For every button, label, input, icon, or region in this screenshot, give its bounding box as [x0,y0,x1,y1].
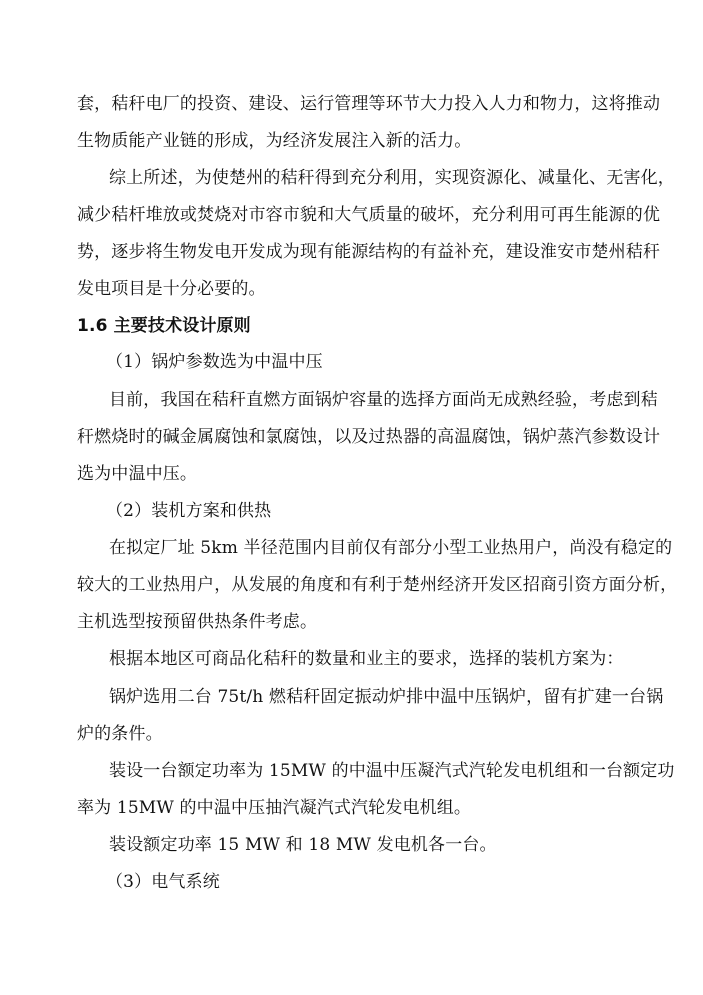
paragraph-line: 生物质能产业链的形成，为经济发展注入新的活力。 [77,131,472,151]
paragraph-line: 发电项目是十分必要的。 [77,279,266,299]
paragraph-line: 锅炉选用二台 75t/h 燃秸秆固定振动炉排中温中压锅炉，留有扩建一台锅 [109,687,664,707]
subsection-heading: （1）锅炉参数选为中温中压 [106,352,323,372]
paragraph-line: 套，秸秆电厂的投资、建设、运行管理等环节大力投入人力和物力，这将推动 [77,94,661,114]
section-heading: 1.6 主要技术设计原则 [77,316,251,336]
paragraph-line: 在拟定厂址 5km 半径范围内目前仅有部分小型工业热用户，尚没有稳定的 [109,538,673,558]
paragraph-line: 目前，我国在秸秆直燃方面锅炉容量的选择方面尚无成熟经验，考虑到秸 [109,390,658,410]
paragraph-line: 装设额定功率 15 MW 和 18 MW 发电机各一台。 [109,835,497,855]
paragraph-line: 炉的条件。 [77,724,163,744]
subsection-heading: （3）电气系统 [106,872,220,892]
paragraph-line: 主机选型按预留供热条件考虑。 [77,612,318,632]
paragraph-line: 势，逐步将生物发电开发成为现有能源结构的有益补充，建设淮安市楚州秸秆 [77,242,661,262]
paragraph-line: 较大的工业热用户，从发展的角度和有利于楚州经济开发区招商引资方面分析， [77,575,678,595]
paragraph-line: 装设一台额定功率为 15MW 的中温中压凝汽式汽轮发电机组和一台额定功 [109,761,675,781]
subsection-heading: （2）装机方案和供热 [106,501,272,521]
paragraph-line: 减少秸杆堆放或焚烧对市容市貌和大气质量的破坏，充分利用可再生能源的优 [77,205,661,225]
paragraph-line: 选为中温中压。 [77,464,198,484]
paragraph-line: 根据本地区可商品化秸秆的数量和业主的要求，选择的装机方案为： [109,649,624,669]
paragraph-line: 综上所述，为使楚州的秸秆得到充分利用，实现资源化、减量化、无害化， [109,168,675,188]
paragraph-line: 秆燃烧时的碱金属腐蚀和氯腐蚀，以及过热器的高温腐蚀，锅炉蒸汽参数设计 [77,427,661,447]
paragraph-line: 率为 15MW 的中温中压抽汽凝汽式汽轮发电机组。 [77,798,472,818]
